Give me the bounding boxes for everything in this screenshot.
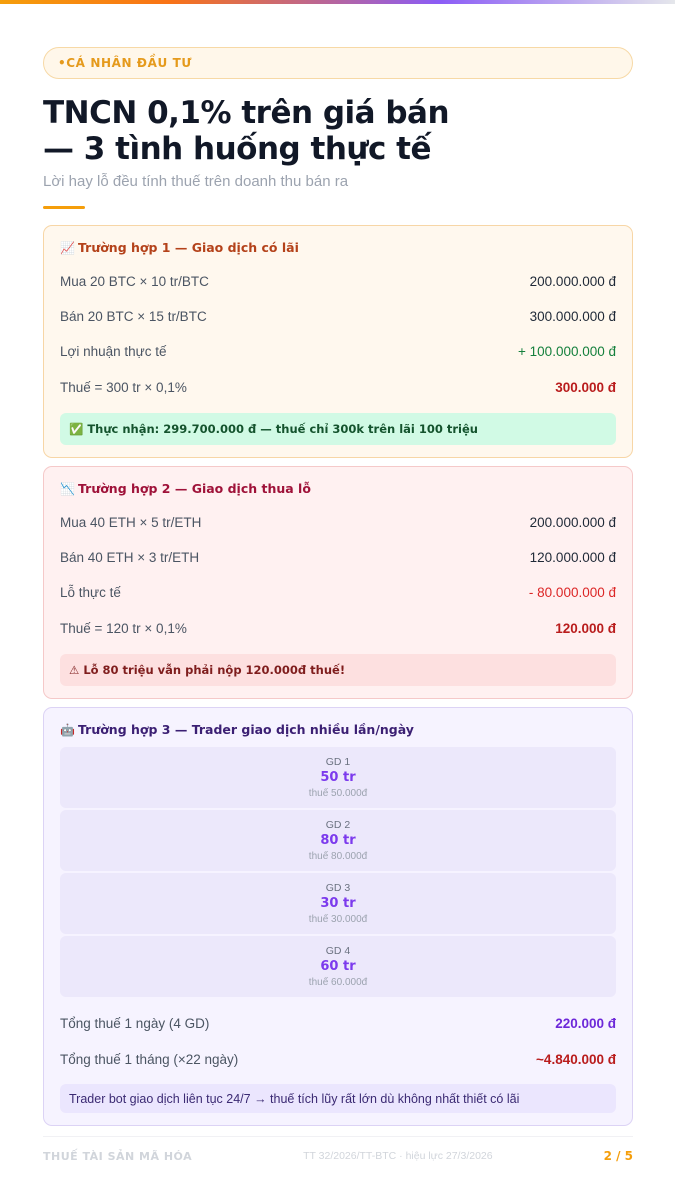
row-label: Bán 40 ETH × 3 tr/ETH [60, 550, 200, 565]
trade-name: GD 4 [325, 944, 351, 957]
trade-amount: 80 tr [320, 832, 356, 848]
chart-up-icon: 📈 [60, 240, 75, 255]
case-2-row-loss [60, 575, 616, 610]
footer-brand: THUẾ TÀI SẢN MÃ HÓA [43, 1149, 193, 1163]
row-value: 200.000.000 đ [529, 515, 616, 530]
row-label: Mua 20 BTC × 10 tr/BTC [60, 274, 209, 289]
trade-tax: thuế 50.000đ [308, 787, 368, 799]
trade-card [60, 936, 616, 997]
row-value: + 100.000.000 đ [518, 344, 616, 359]
row-value: - 80.000.000 đ [528, 585, 616, 600]
case-2-note: ⚠ Lỗ 80 triệu vẫn phải nộp 120.000đ thuế! [60, 654, 616, 686]
page-title-line-1: TNCN 0,1% trên giá bán [43, 95, 450, 131]
robot-icon: 🤖 [60, 722, 75, 737]
page-title-line-2: — 3 tình huống thực tế [43, 131, 431, 167]
row-label: Lỗ thực tế [60, 585, 121, 600]
trade-tax: thuế 30.000đ [308, 913, 368, 925]
row-value: 120.000 đ [555, 621, 616, 636]
trade-card [60, 810, 616, 871]
case-1-row-tax [60, 370, 616, 405]
footer-reference: TT 32/2026/TT-BTC · hiệu lực 27/3/2026 [303, 1150, 493, 1162]
row-label: Lợi nhuận thực tế [60, 344, 167, 359]
case-2-row-tax [60, 611, 616, 646]
case-2-title [60, 481, 311, 496]
case-3-title [60, 722, 414, 737]
accent-divider [43, 206, 85, 209]
case-1-title [60, 240, 299, 255]
case-2-card [43, 466, 633, 699]
page-subtitle: Lời hay lỗ đều tính thuế trên doanh thu bán ra [43, 173, 349, 190]
page-number: 2 / 5 [603, 1149, 633, 1163]
case-3-note: Trader bot giao dịch liên tục 24/7 → thuế tích lũy rất lớn dù không nhất thiết có lãi [60, 1084, 616, 1113]
trade-amount: 50 tr [320, 769, 356, 785]
case-3-card [43, 707, 633, 1126]
case-1-note: ✅ Thực nhận: 299.700.000 đ — thuế chỉ 300k trên lãi 100 triệu [60, 413, 616, 445]
case-1-row-buy [60, 264, 616, 299]
footer [43, 1149, 633, 1163]
case-2-row-sell [60, 540, 616, 575]
row-label: Bán 20 BTC × 15 tr/BTC [60, 309, 207, 324]
row-value: 220.000 đ [555, 1016, 616, 1031]
row-label: Tổng thuế 1 tháng (×22 ngày) [60, 1052, 239, 1067]
case-2-title-text: Trường hợp 2 — Giao dịch thua lỗ [78, 481, 311, 496]
row-value: ~4.840.000 đ [536, 1052, 616, 1067]
page-title [43, 95, 633, 167]
row-value: 300.000 đ [555, 380, 616, 395]
case-3-row-daily-tax [60, 1006, 616, 1041]
case-1-card [43, 225, 633, 458]
category-pill [43, 47, 633, 79]
case-3-title-text: Trường hợp 3 — Trader giao dịch nhiều lần/ngày [78, 722, 414, 737]
footer-divider [43, 1136, 633, 1137]
trade-amount: 60 tr [320, 958, 356, 974]
trade-card [60, 747, 616, 808]
row-label: Thuế = 120 tr × 0,1% [60, 621, 187, 636]
row-value: 300.000.000 đ [529, 309, 616, 324]
case-1-row-profit [60, 334, 616, 369]
trade-name: GD 1 [325, 755, 351, 768]
trade-name: GD 2 [325, 818, 351, 831]
case-2-row-buy [60, 505, 616, 540]
trade-amount: 30 tr [320, 895, 356, 911]
trade-tax: thuế 60.000đ [308, 976, 368, 988]
row-label: Tổng thuế 1 ngày (4 GD) [60, 1016, 210, 1031]
trade-card [60, 873, 616, 934]
case-1-title-text: Trường hợp 1 — Giao dịch có lãi [78, 240, 299, 255]
chart-down-icon: 📉 [60, 481, 75, 496]
trade-tax: thuế 80.000đ [308, 850, 368, 862]
row-label: Mua 40 ETH × 5 tr/ETH [60, 515, 202, 530]
top-gradient-bar [0, 0, 675, 4]
category-label: •CÁ NHÂN ĐẦU TƯ [58, 56, 193, 70]
case-1-row-sell [60, 299, 616, 334]
row-value: 120.000.000 đ [529, 550, 616, 565]
row-value: 200.000.000 đ [529, 274, 616, 289]
row-label: Thuế = 300 tr × 0,1% [60, 380, 187, 395]
trade-name: GD 3 [325, 881, 351, 894]
case-3-row-monthly-tax [60, 1042, 616, 1077]
